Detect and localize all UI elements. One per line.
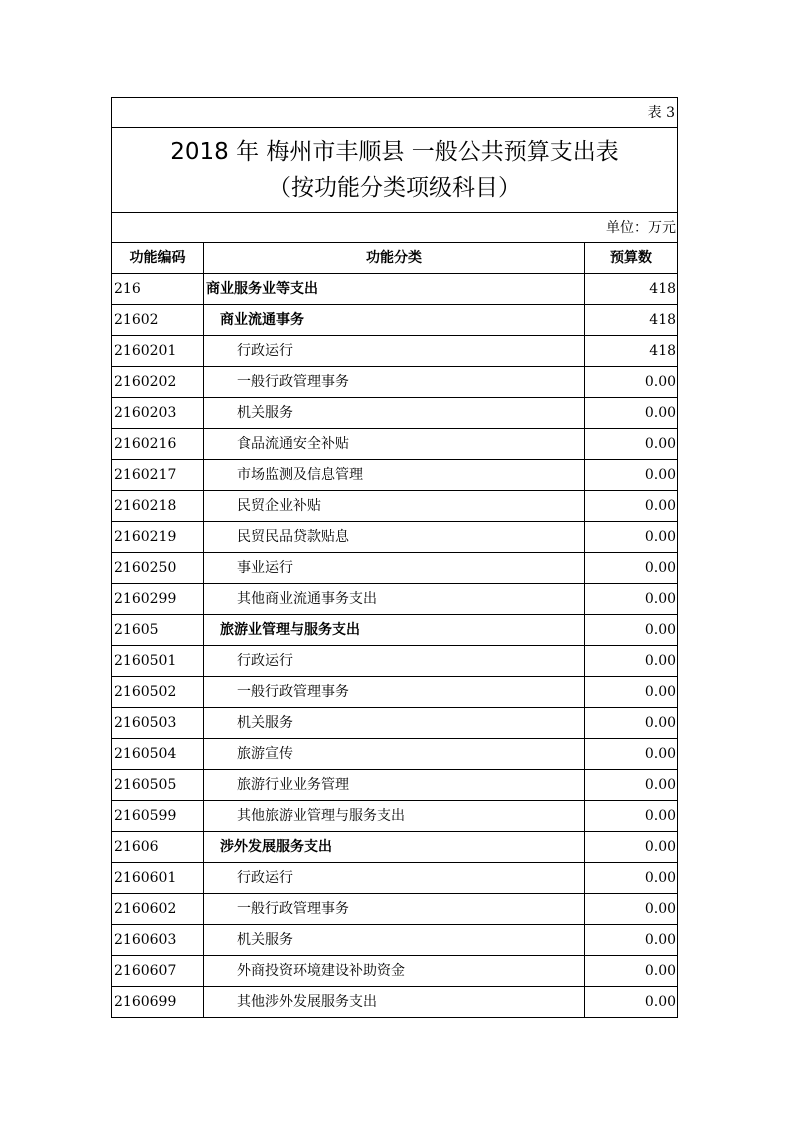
row-amount: 0.00 [585,522,678,553]
row-category: 一般行政管理事务 [204,677,585,708]
header-amount: 预算数 [585,243,678,274]
row-category: 旅游宣传 [204,739,585,770]
table-row [112,615,678,646]
row-amount: 0.00 [585,894,678,925]
row-amount: 418 [585,336,678,367]
row-category: 商业流通事务 [204,305,585,336]
row-category: 商业服务业等支出 [204,274,585,305]
row-code: 2160203 [112,398,204,429]
table-row [112,956,678,987]
row-code: 2160602 [112,894,204,925]
table-row [112,770,678,801]
row-amount: 418 [585,305,678,336]
row-amount: 0.00 [585,863,678,894]
row-amount: 0.00 [585,367,678,398]
table-row [112,429,678,460]
row-category: 行政运行 [204,646,585,677]
row-code: 2160299 [112,584,204,615]
row-category: 机关服务 [204,398,585,429]
row-code: 2160218 [112,491,204,522]
table-row [112,367,678,398]
unit-label: 单位：万元 [112,213,678,243]
row-amount: 0.00 [585,491,678,522]
table-row [112,305,678,336]
row-code: 2160504 [112,739,204,770]
row-category: 民贸民品贷款贴息 [204,522,585,553]
row-amount: 0.00 [585,398,678,429]
row-code: 2160603 [112,925,204,956]
row-code: 2160699 [112,987,204,1018]
row-code: 2160502 [112,677,204,708]
table-row [112,522,678,553]
row-code: 2160216 [112,429,204,460]
row-category: 食品流通安全补贴 [204,429,585,460]
row-category: 机关服务 [204,925,585,956]
row-category: 民贸企业补贴 [204,491,585,522]
header-category: 功能分类 [204,243,585,274]
row-amount: 418 [585,274,678,305]
row-category: 其他涉外发展服务支出 [204,987,585,1018]
row-amount: 0.00 [585,584,678,615]
table-row [112,894,678,925]
row-code: 2160501 [112,646,204,677]
budget-expenditure-table [111,97,678,1018]
table-row [112,863,678,894]
table-row [112,398,678,429]
header-code: 功能编码 [112,243,204,274]
table-title [112,128,678,213]
row-category: 市场监测及信息管理 [204,460,585,491]
row-category: 行政运行 [204,863,585,894]
row-code: 2160607 [112,956,204,987]
row-amount: 0.00 [585,925,678,956]
title-line-2: （按功能分类项级科目） [268,175,522,201]
table-row [112,987,678,1018]
table-row [112,336,678,367]
table-row [112,708,678,739]
unit-row [112,213,678,243]
row-code: 21602 [112,305,204,336]
row-code: 2160505 [112,770,204,801]
table-row [112,460,678,491]
table-row [112,646,678,677]
row-code: 2160503 [112,708,204,739]
table-number: 表 3 [112,98,678,128]
table-row [112,553,678,584]
row-amount: 0.00 [585,987,678,1018]
table-row [112,739,678,770]
row-amount: 0.00 [585,708,678,739]
table-row [112,491,678,522]
row-category: 旅游行业业务管理 [204,770,585,801]
row-code: 2160202 [112,367,204,398]
table-row [112,584,678,615]
row-category: 其他商业流通事务支出 [204,584,585,615]
row-category: 行政运行 [204,336,585,367]
row-amount: 0.00 [585,739,678,770]
table-row [112,832,678,863]
row-code: 2160599 [112,801,204,832]
row-amount: 0.00 [585,677,678,708]
row-code: 21606 [112,832,204,863]
title-row [112,128,678,213]
table-number-row [112,98,678,128]
row-code: 2160217 [112,460,204,491]
row-amount: 0.00 [585,832,678,863]
row-category: 外商投资环境建设补助资金 [204,956,585,987]
row-amount: 0.00 [585,615,678,646]
row-code: 2160250 [112,553,204,584]
row-category: 旅游业管理与服务支出 [204,615,585,646]
row-category: 一般行政管理事务 [204,894,585,925]
row-amount: 0.00 [585,956,678,987]
table-row [112,274,678,305]
row-code: 2160219 [112,522,204,553]
row-category: 事业运行 [204,553,585,584]
row-amount: 0.00 [585,801,678,832]
table-row [112,925,678,956]
title-line-1: 2018 年 梅州市丰顺县 一般公共预算支出表 [170,139,619,165]
row-category: 涉外发展服务支出 [204,832,585,863]
row-amount: 0.00 [585,429,678,460]
header-row [112,243,678,274]
row-amount: 0.00 [585,770,678,801]
table-row [112,677,678,708]
row-amount: 0.00 [585,460,678,491]
row-code: 216 [112,274,204,305]
row-code: 21605 [112,615,204,646]
row-category: 其他旅游业管理与服务支出 [204,801,585,832]
row-amount: 0.00 [585,646,678,677]
row-code: 2160201 [112,336,204,367]
row-code: 2160601 [112,863,204,894]
table-row [112,801,678,832]
row-amount: 0.00 [585,553,678,584]
row-category: 一般行政管理事务 [204,367,585,398]
row-category: 机关服务 [204,708,585,739]
